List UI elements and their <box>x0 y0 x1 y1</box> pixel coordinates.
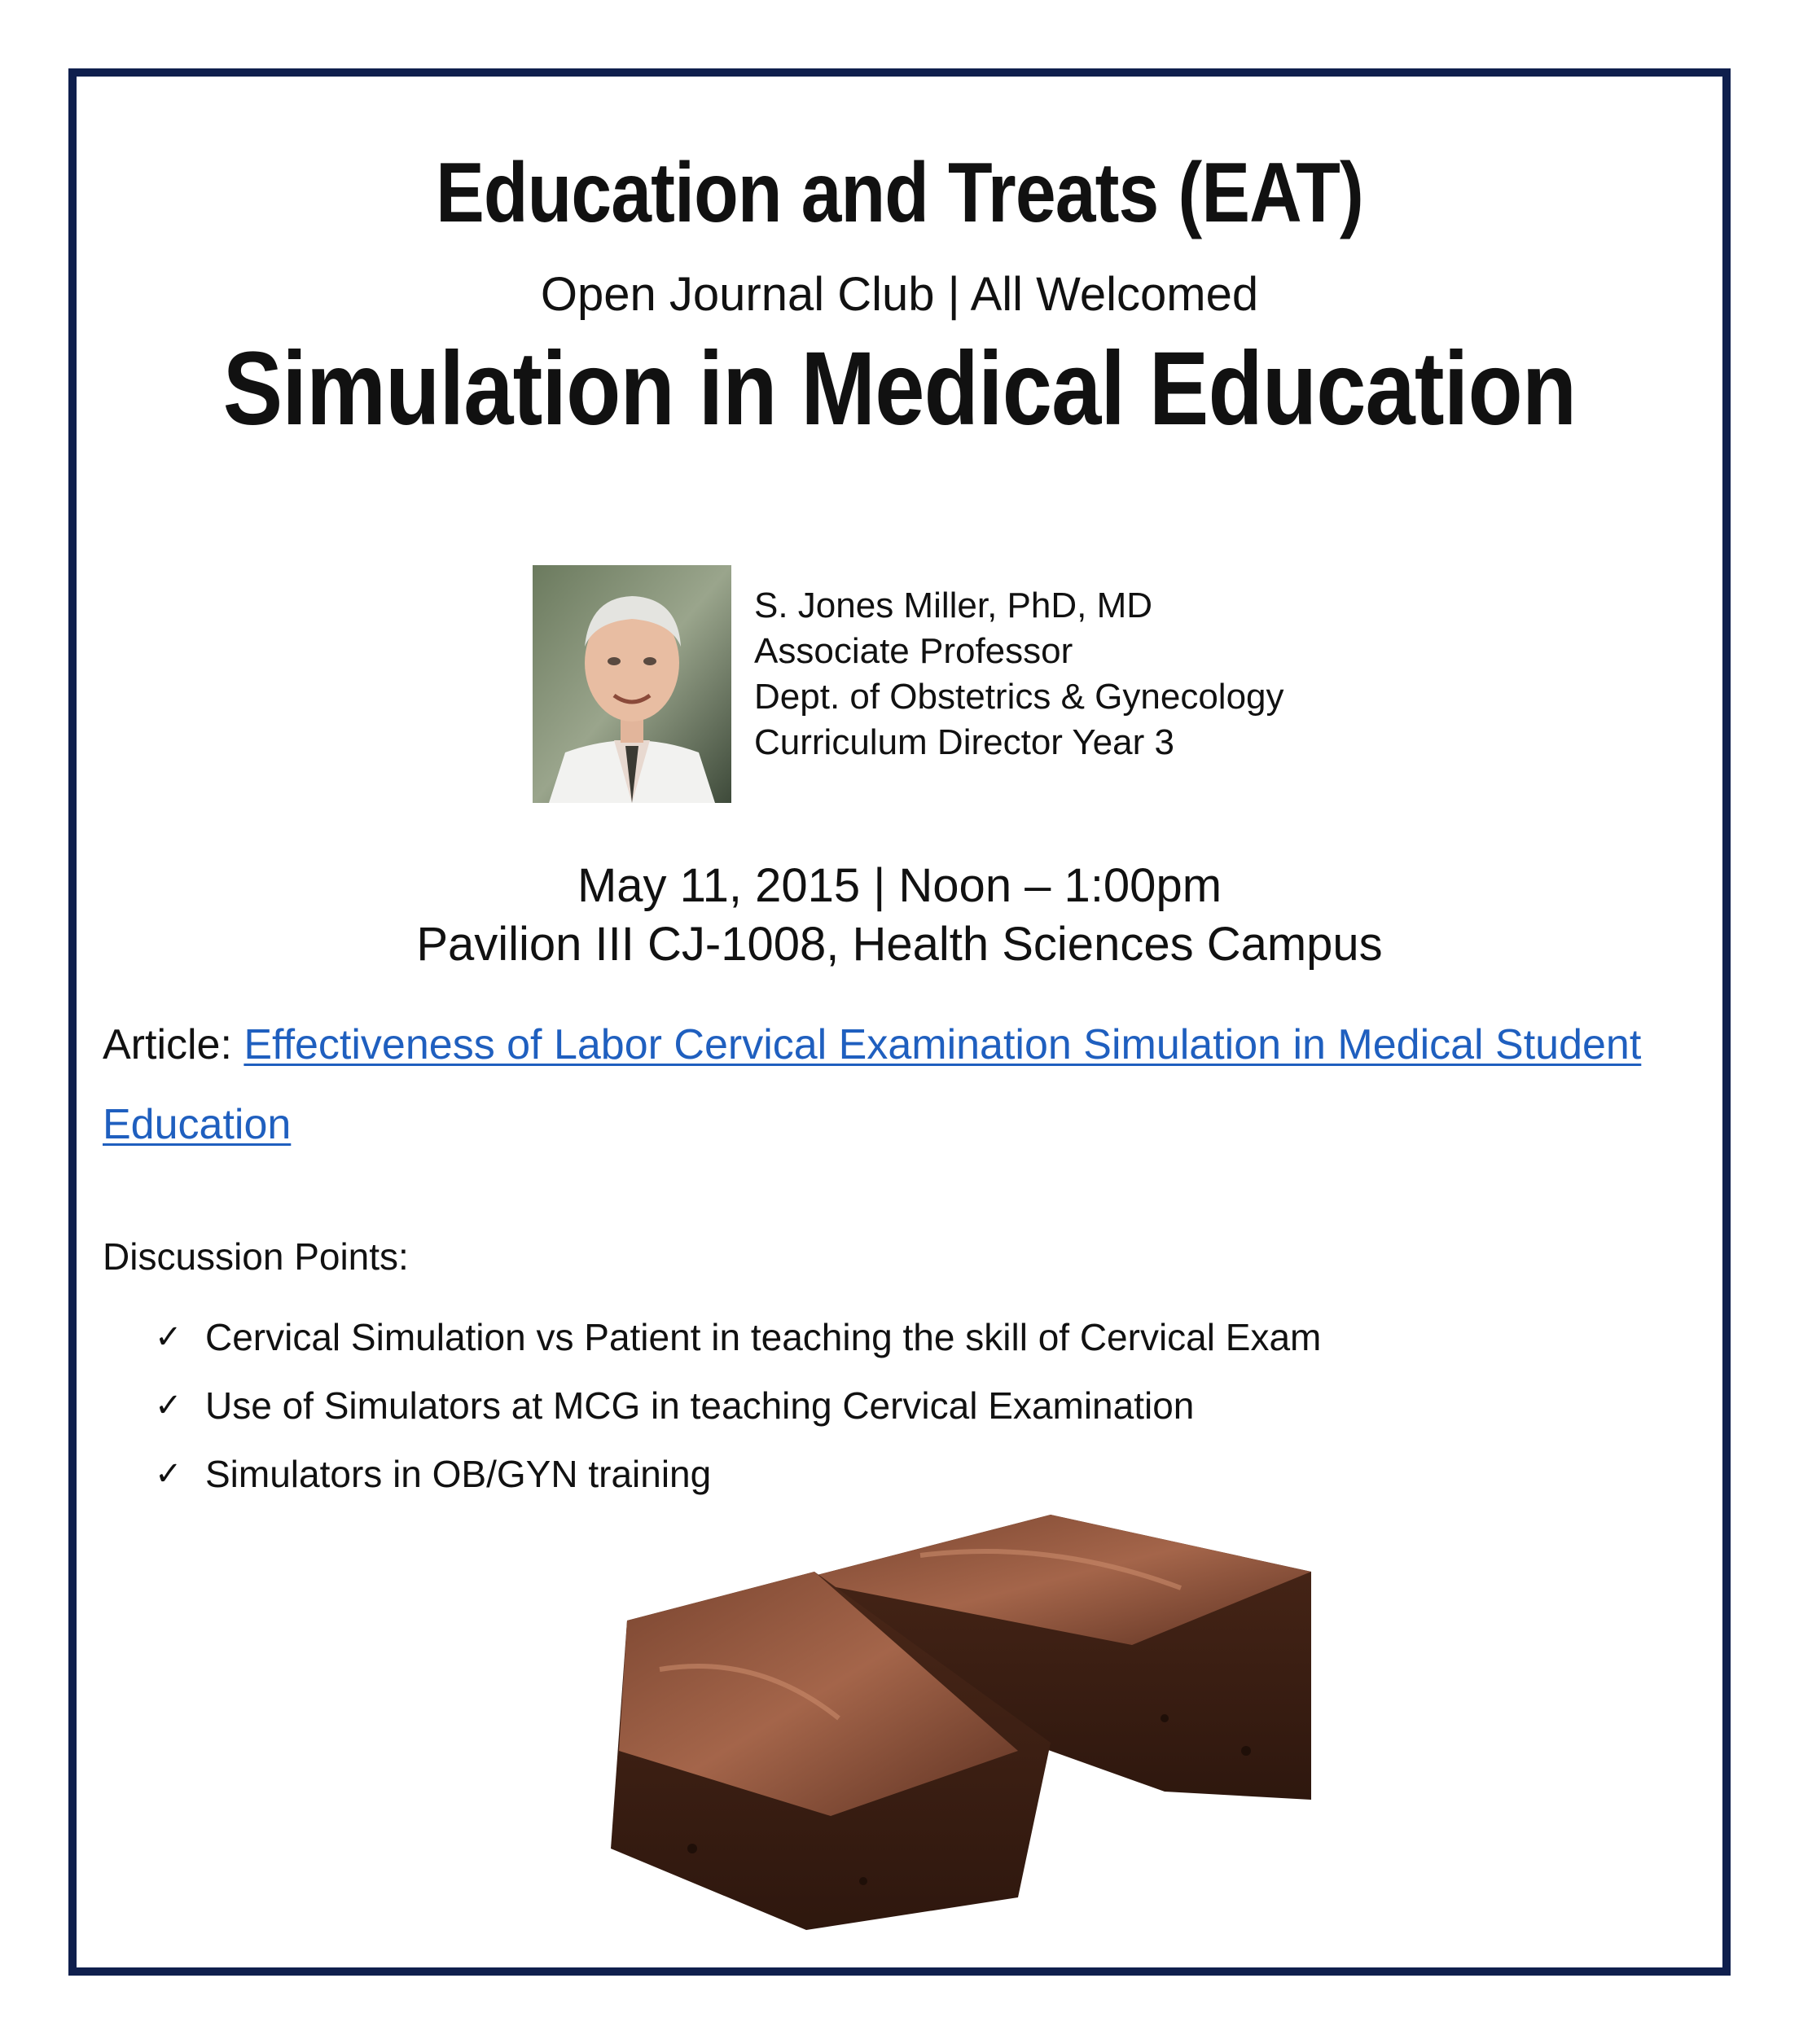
list-item <box>155 1371 1321 1440</box>
article-reference <box>103 1005 1715 1165</box>
check-icon: ✓ <box>155 1455 182 1493</box>
speaker-info <box>754 583 1284 765</box>
check-icon: ✓ <box>155 1318 182 1356</box>
speaker-department: Dept. of Obstetrics & Gynecology <box>754 677 1284 717</box>
list-item <box>155 1303 1321 1371</box>
list-item <box>155 1440 1321 1508</box>
discussion-point: Use of Simulators at MCG in teaching Cervical Examination <box>205 1384 1195 1427</box>
speaker-name: S. Jones Miller, PhD, MD <box>754 586 1153 625</box>
article-label: Article: <box>103 1021 244 1068</box>
discussion-label: Discussion Points: <box>103 1235 409 1278</box>
discussion-point: Cervical Simulation vs Patient in teaching the skill of Cervical Exam <box>205 1316 1322 1358</box>
event-date-time: May 11, 2015 | Noon – 1:00pm <box>577 859 1222 912</box>
discussion-points-list <box>155 1303 1321 1508</box>
brownies-image <box>595 1507 1327 1946</box>
topic-title: Simulation in Medical Education <box>222 331 1577 447</box>
event-subtitle: Open Journal Club | All Welcomed <box>540 268 1259 321</box>
speaker-title: Associate Professor <box>754 631 1073 671</box>
event-details <box>0 857 1799 974</box>
event-location: Pavilion III CJ-1008, Health Sciences Campus <box>416 918 1383 971</box>
speaker-photo <box>533 565 731 803</box>
event-series-title: Education and Treats (EAT) <box>436 146 1363 240</box>
speaker-role: Curriculum Director Year 3 <box>754 722 1174 762</box>
discussion-point: Simulators in OB/GYN training <box>205 1453 712 1495</box>
article-link[interactable]: Effectiveness of Labor Cervical Examination Simulation in Medical Student Education <box>103 1021 1642 1148</box>
check-icon: ✓ <box>155 1387 182 1424</box>
